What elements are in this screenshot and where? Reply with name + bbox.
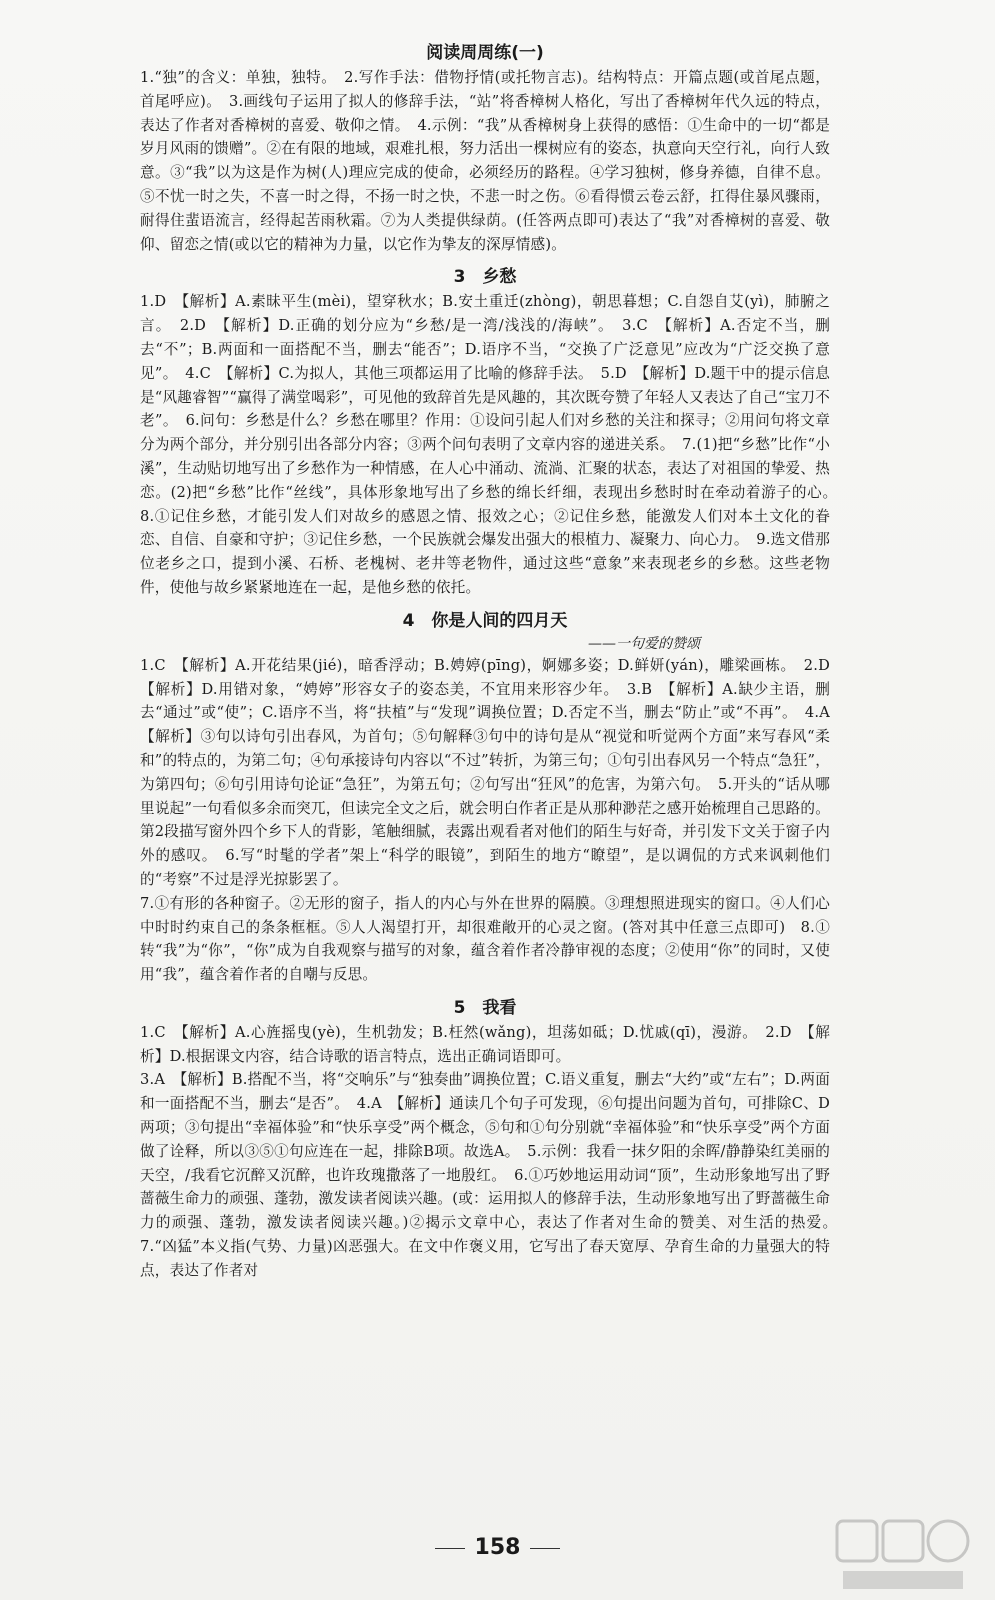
answer-paragraph: 1.D 【解析】A.素昧平生(mèi)，望穿秋水；B.安土重迁(zhòng)，朝思暮想；C.自怨自艾(yì)，肺腑之言。 2.D 【解析】D.正确的划分应为“乡愁/是一湾/浅浅的/海峡”。 3.C 【解析】A.否定不当，删去“不”；B.两面和一面搭配不当，删去“能否”；D.语序不当，“交换了广泛意见”应改为“广泛交换了意见”。 4.C 【解析】C.为拟人，其他三项都运用了比喻的修辞手法。 5.D 【解析】D.题干中的提示信息是“风趣睿智”“赢得了满堂喝彩”，可见他的致辞首先是风趣的，其次既夸赞了年轻人又表达了自己“宝刀不老”。 6.问句：乡愁是什么？乡愁在哪里？作用：①设问引起人们对乡愁的关注和探寻；②用问句将文章分为两个部分，并分别引出各部分内容；③两个问句表明了文章内容的递进关系。 7.(1)把“乡愁”比作“小溪”，生动贴切地写出了乡愁作为一种情感，在人心中涌动、流淌、汇聚的状态，表达了对祖国的挚爱、热恋。(2)把“乡愁”比作“丝线”，具体形象地写出了乡愁的绵长纤细，表现出乡愁时时在牵动着游子的心。 8.①记住乡愁，才能引发人们对故乡的感恩之情、报效之心；②记住乡愁，能激发人们对本土文化的眷恋、自信、自豪和守护；③记住乡愁，一个民族就会爆发出强大的根植力、凝聚力、向心力。 9.选文借那位老乡之口，提到小溪、石桥、老槐树、老井等老物件，通过这些“意象”来表现老乡的乡愁。这些老物件，使他与故乡紧紧地连在一起，是他乡愁的依托。	[140, 293, 845, 596]
section-reading-weekly	[140, 40, 830, 256]
stamp-watermark-icon	[833, 1515, 973, 1595]
answer-column	[140, 40, 845, 1283]
section-wo-kan	[140, 995, 845, 1283]
section-subtitle: ——一句爱的赞颂	[588, 635, 700, 652]
dash-right	[530, 1548, 560, 1549]
section-xiangchou	[140, 264, 845, 599]
answer-paragraph: 1.“独”的含义：单独，独特。 2.写作手法：借物抒情(或托物言志)。结构特点：开篇点题(或首尾点题，首尾呼应)。 3.画线句子运用了拟人的修辞手法，“站”将香樟树人格化，写出了香樟树年代久远的特点，表达了作者对香樟树的喜爱、敬仰之情。 4.示例：“我”从香樟树身上获得的感悟：①生命中的一切“都是岁月风雨的馈赠”。②在有限的地域，艰难扎根，努力活出一棵树应有的姿态，执意向天空行礼，向行人致意。③“我”以为这是作为树(人)理应完成的使命，必须经历的路程。④学习独树，修身养德，自律不息。⑤不忧一时之失，不喜一时之得，不扬一时之快，不悲一时之伤。⑥看得惯云卷云舒，扛得住暴风骤雨，耐得住蜚语流言，经得起苦雨秋霜。⑦为人类提供绿荫。(任答两点即可)表达了“我”对香樟树的喜爱、敬仰、留恋之情(或以它的精神为力量，以它作为挚友的深厚情感)。	[140, 69, 830, 253]
page-number-text: 158	[474, 1535, 521, 1560]
section-title: 4 你是人间的四月天	[402, 610, 568, 631]
dash-left	[435, 1548, 465, 1549]
section-april-day	[140, 608, 845, 987]
answer-paragraph: 1.C 【解析】A.开花结果(jié)，暗香浮动；B.娉婷(pīng)，婀娜多姿；D.鲜妍(yán)，雕梁画栋。 2.D 【解析】D.用错对象，“娉婷”形容女子的姿态美，不宜用来形容少年。 3.B 【解析】A.缺少主语，删去“通过”或“使”；C.语序不当，将“扶植”与“发现”调换位置；D.否定不当，删去“防止”或“不再”。 4.A 【解析】③句以诗句引出春风，为首句；⑤句解释③句中的诗句是从“视觉和听觉两个方面”来写春风“柔和”的特点的，为第二句；④句承接诗句内容以“不过”转折，为第三句；①句引出春风另一个特点“急狂”，为第四句；⑥句引用诗句论证“急狂”，为第五句；②句写出“狂风”的危害，为第六句。 5.开头的“话从哪里说起”一句看似多余而突兀，但读完全文之后，就会明白作者正是从那种渺茫之感开始梳理自己思路的。第2段描写窗外四个乡下人的背影，笔触细腻，表露出观看者对他们的陌生与好奇，并引发下文关于窗子内外的感叹。 6.写“时髦的学者”架上“科学的眼镜”，到陌生的地方“瞭望”，是以调侃的方式来讽刺他们的“考察”不过是浮光掠影罢了。	[140, 656, 845, 888]
section-title: 阅读周周练(一)	[426, 43, 544, 63]
answer-paragraph: 1.C 【解析】A.心旌摇曳(yè)，生机勃发；B.枉然(wǎng)，坦荡如砥；D.忧戚(qī)，漫游。 2.D 【解析】D.根据课文内容，结合诗歌的语言特点，选出正确词语即可。	[140, 1023, 830, 1065]
section-title: 5 我看	[453, 997, 517, 1018]
answer-paragraph: 7.①有形的各种窗子。②无形的窗子，指人的内心与外在世界的隔膜。③理想照进现实的窗口。④人们心中时时约束自己的条条框框。⑤人人渴望打开，却很难敞开的心灵之窗。(答对其中任意三点即可) 8.①转“我”为“你”，“你”成为自我观察与描写的对象，蕴含着作者冷静审视的态度；②使用“你”的同时，又使用“我”，蕴含着作者的自嘲与反思。	[140, 894, 830, 984]
section-title: 3 乡愁	[453, 267, 517, 288]
answer-paragraph: 3.A 【解析】B.搭配不当，将“交响乐”与“独奏曲”调换位置；C.语义重复，删去“大约”或“左右”；D.两面和一面搭配不当，删去“是否”。 4.A 【解析】通读几个句子可发现，⑥句提出问题为首句，可排除C、D两项；③句提出“幸福体验”和“快乐享受”两个概念，⑤句和①句分别就“幸福体验”和“快乐享受”两个方面做了诠释，所以③⑤①句应连在一起，排除B项。故选A。 5.示例：我看一抹夕阳的余晖/静静染红美丽的天空，/我看它沉醉又沉醉，也许玫瑰撒落了一地殷红。 6.①巧妙地运用动词“顶”，生动形象地写出了野蔷薇生命力的顽强、蓬勃，激发读者阅读兴趣。(或：运用拟人的修辞手法，生动形象地写出了野蔷薇生命力的顽强、蓬勃，激发读者阅读兴趣。)②揭示文章中心，表达了作者对生命的赞美、对生活的热爱。 7.“凶猛”本义指(气势、力量)凶恶强大。在文中作褒义用，它写出了春天宽厚、孕育生命的力量强大的特点，表达了作者对	[140, 1071, 845, 1279]
